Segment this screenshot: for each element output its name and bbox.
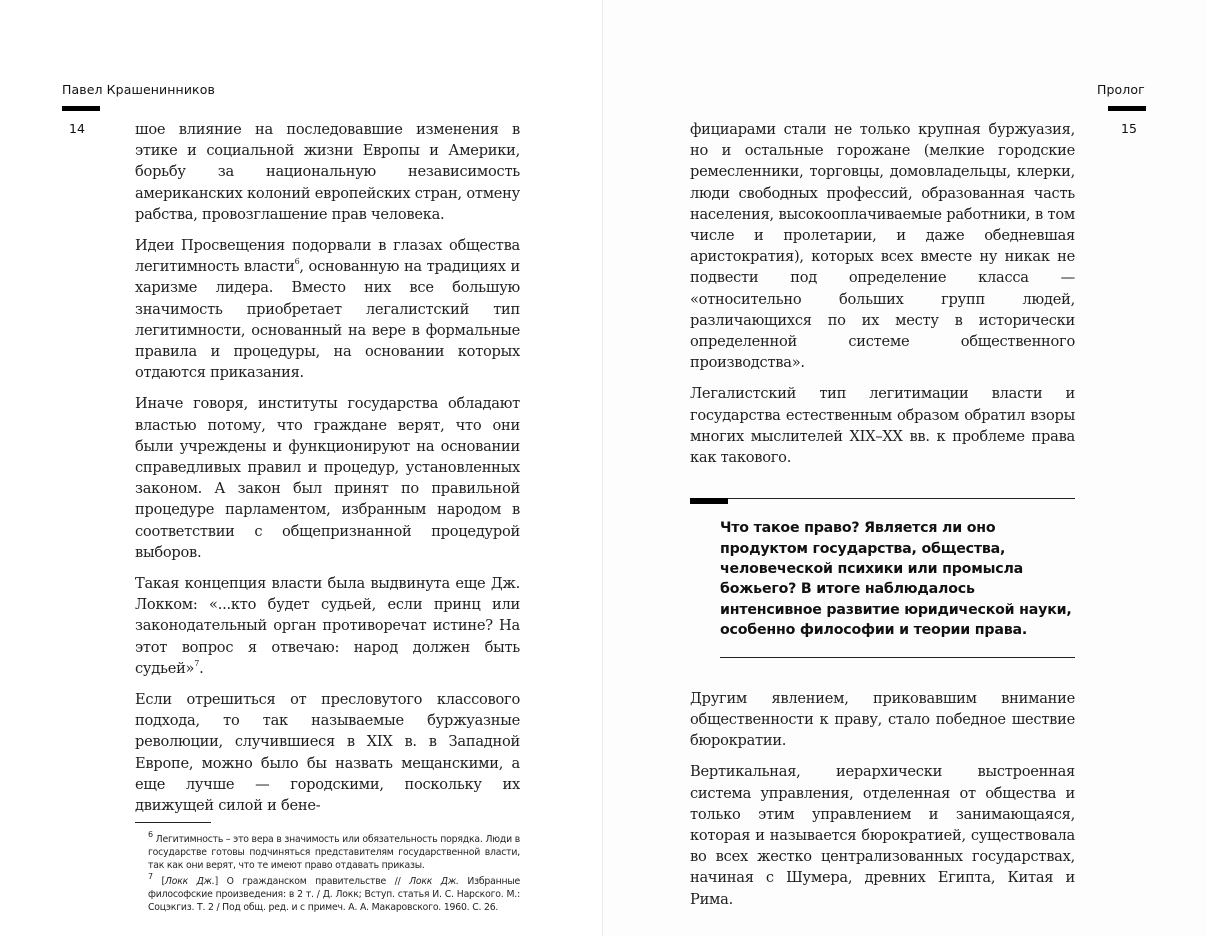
paragraph-text: . [199,659,204,677]
running-head-author: Павел Крашенинников [62,82,215,97]
footnote-text: [ [161,876,165,888]
footnote-7 [148,872,521,914]
pull-quote-top-rule [690,498,1075,504]
left-text-column [135,119,520,917]
paragraph: Легалистский тип легитимации власти и государства естественным образом обратил взоры многих мыслителей XIX–XX вв. к проблеме права как такового. [690,385,1075,467]
footnote-separator [135,822,211,823]
paragraph: Вертикальная, иерархически выстроенная система управления, отделенная от общества и только этим управлением и занимающаяся, которая и называется бюрократией, существовала во всех жестко централизованных государствах, начиная с Шумера, древних Египта, Китая и Рима. [690,763,1075,908]
footnote-author: Локк Дж. [409,876,459,888]
pull-quote-bottom-rule [720,657,1075,658]
footnote-mark: 7 [148,872,153,882]
footnote-text: ] О гражданском правительстве // [214,876,410,888]
footnote-ref[interactable]: 6 [294,257,300,267]
paragraph: фициарами стали не только крупная буржуазия, но и остальные горожане (мелкие городские ремесленники, торговцы, домовладельцы, клерки, люди свободных профессий, образованная часть населения, высокооплачиваемые работники, в том числе и пролетарии, и даже обедневшая аристократия), которых всех вместе ну никак не подвести под определение класса — «относительно больших групп людей, различающихся по их месту в исторически определенной системе общественного производства». [690,121,1075,372]
paragraph: шое влияние на последовавшие изменения в этике и социальной жизни Европы и Америки, борьбу за национальную независимость американских колоний европейских стран, отмену рабства, провозглашение прав человека. [135,121,520,223]
footnote-mark: 6 [148,830,153,840]
footnote-text: Избранные философские произведения: в 2 т. / Д. Локк; Вступ. статья И. С. Нарского. М.: Соцэкгиз. Т. 2 / Под общ. ред. и с примеч. А. А. Макаровского. 1960. С. 26. [148,876,521,914]
paragraph [135,573,520,679]
running-head-chapter: Пролог [1097,82,1145,97]
paragraph: Если отрешиться от пресловутого классового подхода, то так называемые буржуазные революции, случившиеся в XIX в. в Западной Европе, можно было бы назвать мещанскими, а еще лучше — городскими, поскольку их движущей силой и бене- [135,691,520,815]
footnote-ref[interactable]: 7 [194,659,200,669]
footnote-text: Легитимность – это вера в значимость или обязательность порядка. Люди в государстве готовы подчиняться представителям государственной власти, так как они верят, что те имеют право отдавать приказы. [148,834,520,872]
page-number: 15 [1121,121,1137,136]
paragraph [135,235,520,383]
right-page [603,0,1206,936]
paragraph-text: , основанную на традициях и харизме лидера. Вместо них все большую значимость приобретает легалистский тип легитимности, основанный на вере в формальные правила и процедуры, на основании которых отдаются приказания. [135,258,520,382]
paragraph: Иначе говоря, институты государства обладают властью потому, что граждане верят, что они были учреждены и функционируют на основании справедливых правил и процедур, установленных законом. А закон был принят по правильной процедуре парламентом, избранным народом в соответствии с общепризнанной процедурой выборов. [135,395,520,561]
pull-quote-text: Что такое право? Является ли оно продуктом государства, общества, человеческой психики или промысла божьего? В итоге наблюдалось интенсивное развитие юридической науки, особенно философии и теории права. [720,520,1072,639]
paragraph: Другим явлением, приковавшим внимание общественности к праву, стало победное шествие бюрократии. [690,689,1075,750]
paragraph-text: Идеи Просвещения подорвали в глазах общества легитимность власти [135,237,520,276]
page-number: 14 [69,121,85,136]
footnote-6 [148,830,520,872]
footnotes [135,830,521,914]
footnote-author: Локк Дж. [164,876,215,888]
paragraph-text: Такая концепция власти была выдвинута еще Дж. Локком: «...кто будет судьей, если принц или законодательный орган противоречат истине? На этот вопрос я отвечаю: народ должен быть судьей» [135,575,520,677]
header-rule [1108,106,1146,111]
right-text-column [690,119,1075,920]
pull-quote [690,498,1075,657]
header-rule [62,106,100,111]
